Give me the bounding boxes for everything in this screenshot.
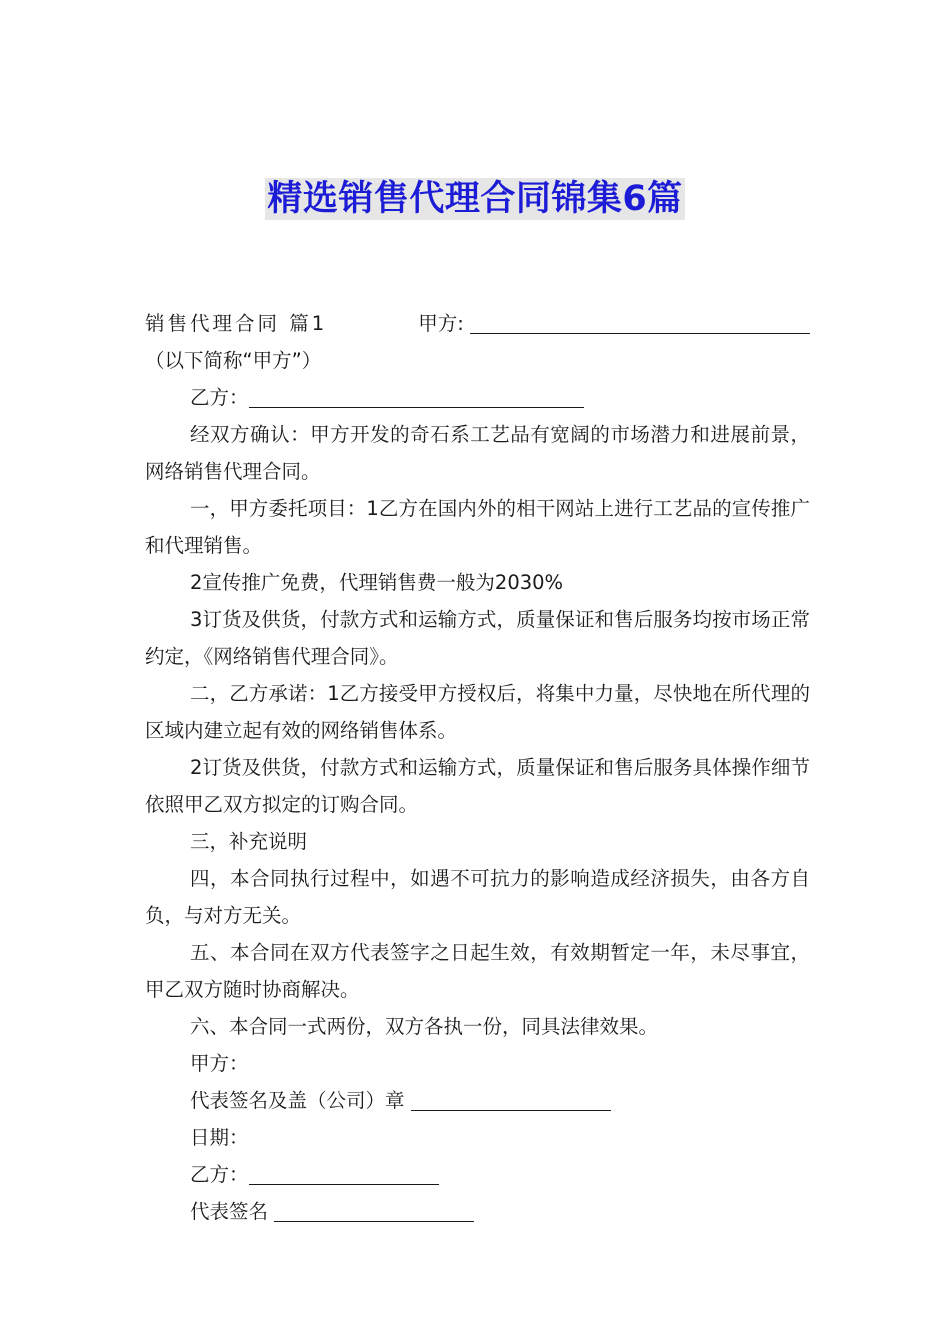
rep-sign-label: 代表签名 (190, 1200, 269, 1223)
paragraph-san: 三，补充说明 (190, 830, 308, 853)
paragraph-three: 3订货及供货，付款方式和运输方式，质量保证和售后服务均按市场正常约定，《网络销售代理合同》。 (145, 608, 810, 668)
document-title: 精选销售代理合同锦集6篇 (267, 179, 683, 219)
party-b-blank (249, 385, 584, 408)
contract-body (145, 305, 810, 1230)
date-line: 日期： (190, 1126, 249, 1149)
party-a-blank (470, 311, 810, 334)
title-container (0, 178, 950, 220)
sign-seal-blank (411, 1088, 611, 1111)
party-b-label: 乙方： (190, 386, 249, 409)
party-a-label: 甲方: (418, 312, 464, 335)
sign-party-b-label: 乙方： (190, 1163, 249, 1186)
section-heading: 销售代理合同 篇1 (145, 312, 328, 335)
paragraph-er: 二，乙方承诺：1乙方接受甲方授权后，将集中力量，尽快地在所代理的区域内建立起有效的网络销售体系。 (145, 682, 810, 742)
paragraph-liu: 六、本合同一式两份，双方各执一份，同具法律效果。 (190, 1015, 659, 1038)
paragraph-si: 四，本合同执行过程中，如遇不可抗力的影响造成经济损失，由各方自负，与对方无关。 (145, 867, 810, 927)
sign-party-a: 甲方： (190, 1052, 249, 1075)
heading-line (145, 305, 810, 342)
party-a-field (418, 305, 810, 342)
paragraph-er-2: 2订货及供货，付款方式和运输方式，质量保证和售后服务具体操作细节依照甲乙双方拟定的订购合同。 (145, 756, 810, 816)
sign-seal-line (145, 1082, 810, 1119)
paragraph-fee: 2宣传推广免费，代理销售费一般为2030% (190, 571, 564, 594)
sign-seal-label: 代表签名及盖（公司）章 (190, 1089, 405, 1112)
party-b-line (145, 379, 810, 416)
paragraph-wu: 五、本合同在双方代表签字之日起生效，有效期暂定一年，未尽事宜，甲乙双方随时协商解决。 (145, 941, 810, 1001)
paragraph-confirm: 经双方确认：甲方开发的奇石系工艺品有宽阔的市场潜力和进展前景，网络销售代理合同。 (145, 423, 810, 483)
rep-sign-line (145, 1193, 810, 1230)
abbreviation-note: （以下简称“甲方”） (145, 349, 322, 372)
paragraph-one: 一，甲方委托项目：1乙方在国内外的相干网站上进行工艺品的宣传推广和代理销售。 (145, 497, 810, 557)
sign-party-b-blank (249, 1162, 439, 1185)
rep-sign-blank (274, 1199, 474, 1222)
sign-party-b-line (145, 1156, 810, 1193)
